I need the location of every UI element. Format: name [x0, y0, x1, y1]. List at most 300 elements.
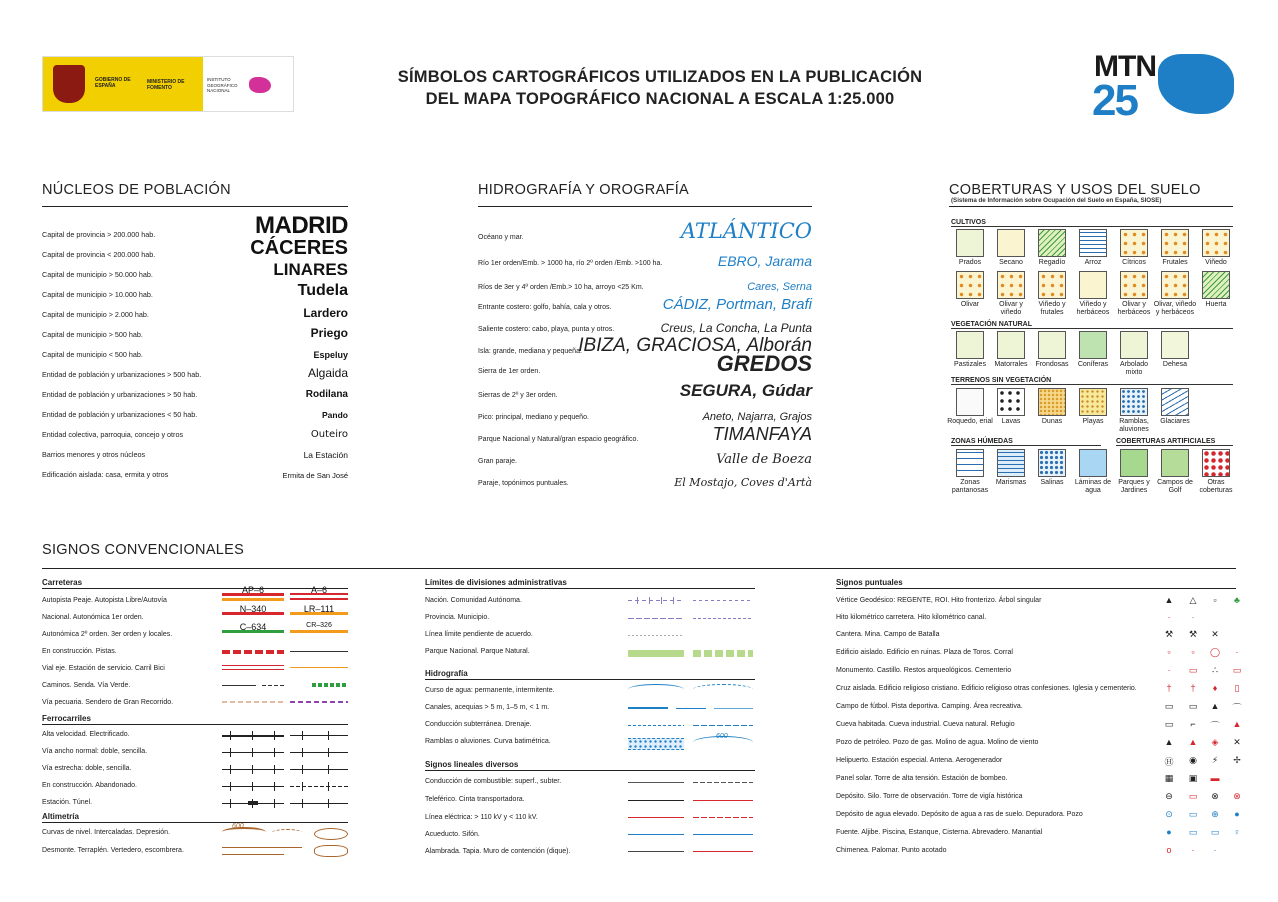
signos-group-rule	[425, 588, 755, 589]
land-cover-item	[1152, 331, 1198, 369]
poblacion-sample: Algaida	[307, 366, 348, 380]
nation-border-symbol	[628, 597, 684, 604]
section-rule	[478, 206, 812, 207]
land-cover-label: Arbolado mixto	[1119, 361, 1149, 376]
land-cover-label: Dehesa	[1162, 361, 1188, 368]
land-cover-item	[947, 388, 993, 426]
land-cover-swatch	[1120, 388, 1148, 416]
signos-row-label: Monumento. Castillo. Restos arqueológicos. Cementerio	[836, 667, 1012, 674]
land-cover-swatch	[1038, 388, 1066, 416]
section-rule	[42, 206, 348, 207]
point-symbol-icon: Ⓗ	[1164, 757, 1174, 767]
lc-sub-vegetacion: VEGETACIÓN NATURAL	[951, 321, 1233, 329]
land-cover-item	[988, 271, 1034, 316]
land-cover-item	[988, 449, 1034, 487]
land-cover-item	[1193, 229, 1239, 267]
point-symbol-icon: ▭	[1188, 827, 1198, 837]
signos-row-label: Autonómica 2º orden. 3er orden y locales.	[42, 631, 173, 638]
municipality-border-symbol	[693, 618, 753, 619]
motorway-free-symbol	[290, 598, 348, 600]
point-symbol-icon: ◈	[1211, 737, 1219, 747]
poblacion-sample: Outeiro	[310, 429, 348, 440]
road-code-label: A–6	[310, 585, 327, 595]
land-cover-label: Matorrales	[994, 361, 1028, 368]
point-symbol-icon: ·	[1167, 665, 1171, 675]
hidrografia-label: Sierra de 1er orden.	[478, 368, 541, 375]
point-symbol-icon: †	[1190, 683, 1196, 693]
point-symbol-icon: ▲	[1164, 595, 1174, 605]
signos-group-rule	[425, 770, 755, 771]
land-cover-item	[1152, 449, 1198, 494]
contour-label: 600	[232, 823, 244, 830]
rail-tick-symbol	[290, 748, 348, 757]
point-symbol-icon: △	[1189, 595, 1197, 605]
signos-row-label: Fuente. Aljibe. Piscina, Estanque, Cisterna. Abrevadero. Manantial	[836, 829, 1043, 836]
hidrografia-sample: Valle de Boeza	[716, 452, 812, 467]
poblacion-row	[42, 282, 348, 302]
motorway-toll-symbol	[222, 598, 284, 601]
pipeline-subter-symbol	[693, 782, 753, 783]
point-symbol-icon: ▭	[1210, 827, 1220, 837]
track-symbol	[290, 651, 348, 652]
trail-symbol	[262, 685, 284, 686]
hidrografia-label: Sierras de 2º y 3er orden.	[478, 392, 558, 399]
point-symbol-icon: ▯	[1234, 683, 1240, 693]
land-cover-swatch	[1079, 388, 1107, 416]
land-cover-label: Coníferas	[1077, 361, 1109, 368]
province-border-symbol	[628, 618, 684, 619]
drainage-symbol	[693, 725, 753, 726]
mtn-number: 25	[1092, 76, 1137, 125]
signos-row-label: Conducción subterránea. Drenaje.	[425, 721, 532, 728]
poblacion-sample: Lardero	[303, 306, 348, 320]
land-cover-label: Campos de Golf	[1157, 479, 1193, 494]
poblacion-row	[42, 422, 348, 442]
ign-text: INSTITUTO GEOGRÁFICO NACIONAL	[207, 77, 238, 93]
hidrografia-label: Río 1er orden/Emb. > 1000 ha, río 2º orden /Emb. >100 ha.	[478, 260, 663, 267]
poblacion-sample: MADRID	[255, 212, 348, 239]
regional3-road-symbol	[290, 630, 348, 633]
land-cover-item	[1070, 331, 1116, 369]
point-symbol-icon: ▭	[1188, 701, 1198, 711]
point-symbol-icon: ⌒	[1232, 703, 1242, 713]
hidrografia-label: Isla: grande, mediana y pequeña.	[478, 348, 582, 355]
land-cover-swatch	[1202, 449, 1230, 477]
path-symbol	[222, 685, 256, 686]
signos-group-title: Carreteras	[42, 578, 83, 587]
point-symbol-icon: ⌐	[1190, 719, 1196, 729]
signos-row-label: Cantera. Mina. Campo de Batalla	[836, 631, 940, 638]
signos-row-label: Canales, acequias > 5 m, 1–5 m, < 1 m.	[425, 704, 550, 711]
land-cover-label: Parques y Jardines	[1118, 479, 1150, 494]
land-cover-label: Láminas de agua	[1074, 479, 1112, 494]
poblacion-row	[42, 402, 348, 422]
land-cover-swatch	[1038, 331, 1066, 359]
signos-row-label: Nación. Comunidad Autónoma.	[425, 597, 522, 604]
land-cover-item	[1193, 271, 1239, 309]
land-cover-label: Otras coberturas	[1199, 479, 1233, 494]
poblacion-sample: Pando	[322, 410, 348, 420]
point-symbol-icon: ▫	[1191, 647, 1195, 657]
road-code-label: N–340	[239, 604, 267, 614]
signos-row-label: Estación. Túnel.	[42, 799, 93, 806]
land-cover-swatch	[997, 388, 1025, 416]
land-cover-item	[1029, 229, 1075, 267]
hidrografia-row	[478, 292, 812, 314]
land-cover-item	[1029, 388, 1075, 426]
land-cover-label: Marismas	[995, 479, 1027, 486]
underground-symbol	[628, 725, 684, 726]
land-cover-item	[988, 229, 1034, 267]
hidrografia-row	[478, 402, 812, 424]
land-cover-swatch	[1079, 271, 1107, 299]
hidrografia-sample: El Mostajo, Coves d'Artà	[674, 476, 812, 489]
land-cover-item	[1111, 331, 1157, 376]
land-cover-swatch	[1120, 449, 1148, 477]
coat-of-arms-icon	[53, 65, 85, 103]
signos-row-label: Helipuerto. Estación especial. Antena. Aerogenerador	[836, 757, 1003, 764]
lc-sub-humedas: ZONAS HÚMEDAS	[951, 438, 1101, 446]
signos-row-label: Línea límite pendiente de acuerdo.	[425, 631, 533, 638]
hidrografia-label: Pico: principal, mediano y pequeño.	[478, 414, 589, 421]
signos-group-rule	[42, 822, 348, 823]
poblacion-label: Capital de municipio < 500 hab.	[42, 350, 143, 359]
embankment-symbol	[270, 847, 302, 854]
land-cover-swatch	[1079, 331, 1107, 359]
land-cover-swatch	[1038, 271, 1066, 299]
point-symbol-icon: o	[1166, 845, 1172, 855]
section-title-hidrografia: HIDROGRAFÍA Y OROGRAFÍA	[478, 182, 690, 198]
poblacion-label: Entidad colectiva, parroquia, concejo y otros	[42, 430, 184, 439]
point-symbol-icon: ◉	[1189, 755, 1197, 765]
lc-sub-artificiales: COBERTURAS ARTIFICIALES	[1116, 438, 1233, 446]
contour-symbol	[222, 827, 266, 837]
rail-tick-symbol	[222, 782, 284, 791]
point-symbol-icon: ▭	[1164, 701, 1174, 711]
signos-row-label: Cueva habitada. Cueva industrial. Cueva natural. Refugio	[836, 721, 1015, 728]
point-symbol-icon: ▲	[1210, 701, 1220, 711]
land-cover-label: Zonas pantanosas	[951, 479, 989, 494]
land-cover-item	[1029, 331, 1075, 369]
pipeline-symbol	[628, 782, 684, 783]
land-cover-label: Olivar	[960, 301, 980, 308]
point-symbol-icon: ▭	[1232, 665, 1242, 675]
poblacion-row	[42, 302, 348, 322]
land-cover-label: Dunas	[1041, 418, 1063, 425]
signos-row-label: Autopista Peaje. Autopista Libre/Autovía	[42, 597, 167, 604]
hidrografia-row	[478, 380, 812, 402]
section-title-poblacion: NÚCLEOS DE POBLACIÓN	[42, 182, 231, 198]
point-symbol-icon: ▬	[1210, 773, 1220, 783]
signos-group-rule	[425, 679, 755, 680]
point-symbol-icon: ●	[1166, 827, 1172, 837]
gov-line2: MINISTERIO DE FOMENTO	[147, 79, 185, 91]
rail-tick-symbol	[290, 799, 348, 808]
rambla-symbol	[628, 738, 684, 750]
poblacion-sample: CÁCERES	[250, 237, 348, 259]
signos-row-label: Provincia. Municipio.	[425, 614, 490, 621]
land-cover-swatch	[956, 229, 984, 257]
signos-row-label: Línea eléctrica: > 110 kV y < 110 kV.	[425, 814, 538, 821]
construction-road-symbol	[222, 650, 284, 654]
section-rule	[949, 206, 1233, 207]
point-symbol-icon: ▣	[1188, 773, 1198, 783]
land-cover-swatch	[997, 331, 1025, 359]
point-symbol-icon: ▭	[1188, 665, 1198, 675]
land-cover-label: Salinas	[1040, 479, 1064, 486]
land-cover-item	[1152, 229, 1198, 267]
land-cover-label: Prados	[958, 259, 982, 266]
land-cover-item	[947, 331, 993, 369]
signos-group-title: Límites de divisiones administrativas	[425, 578, 567, 587]
wall-symbol	[693, 851, 753, 852]
bathymetric-label: 600	[716, 733, 728, 740]
point-symbol-icon: ∴	[1212, 665, 1218, 675]
hidrografia-sample: Cares, Serna	[747, 281, 812, 293]
land-cover-label: Pastizales	[954, 361, 986, 368]
point-symbol-icon: ·	[1167, 612, 1171, 622]
signos-group-title: Signos lineales diversos	[425, 760, 519, 769]
hidrografia-row	[478, 248, 812, 270]
poblacion-label: Barrios menores y otros núcleos	[42, 450, 146, 459]
ign-logo-block	[203, 57, 293, 111]
signos-row-label: Vía ancho normal: doble, sencilla.	[42, 748, 148, 755]
land-cover-item	[947, 449, 993, 494]
poblacion-row	[42, 362, 348, 382]
signos-group-rule	[836, 588, 1236, 589]
signos-row-label: Conducción de combustible: superf., subter.	[425, 778, 562, 785]
hidrografia-row	[478, 272, 812, 294]
point-symbol-icon: ▫	[1213, 595, 1217, 605]
land-cover-label: Frutales	[1162, 259, 1188, 266]
poblacion-sample: Espeluy	[313, 350, 348, 360]
land-cover-label: Viñedo y frutales	[1038, 301, 1066, 316]
land-cover-label: Regadío	[1038, 259, 1066, 266]
river-symbol	[628, 684, 684, 695]
land-cover-swatch	[997, 229, 1025, 257]
land-cover-swatch	[1202, 229, 1230, 257]
point-symbol-icon: ♦	[1212, 683, 1218, 693]
signos-group-rule	[42, 724, 348, 725]
hidrografia-label: Océano y mar.	[478, 234, 524, 241]
conveyor-symbol	[693, 800, 753, 801]
power-line-symbol	[693, 817, 753, 818]
poblacion-row	[42, 237, 348, 262]
land-cover-swatch	[1161, 388, 1189, 416]
point-symbol-icon: ◯	[1209, 647, 1221, 657]
ign-mark-icon	[249, 77, 271, 93]
poblacion-row	[42, 262, 348, 282]
road-code-label: LR–111	[303, 604, 335, 614]
land-cover-label: Viñedo	[1205, 259, 1227, 266]
poblacion-row	[42, 342, 348, 362]
poblacion-label: Capital de provincia < 200.000 hab.	[42, 250, 156, 259]
hidrografia-label: Gran paraje.	[478, 458, 517, 465]
land-cover-label: Ramblas, aluviones	[1119, 418, 1149, 433]
poblacion-sample: La Estación	[303, 450, 348, 460]
poblacion-sample: Rodilana	[305, 389, 348, 400]
land-cover-swatch	[1038, 229, 1066, 257]
land-cover-item	[1111, 271, 1157, 316]
land-cover-swatch	[1161, 271, 1189, 299]
land-cover-swatch	[997, 271, 1025, 299]
axis-symbol	[222, 669, 284, 670]
land-cover-label: Olivar y herbáceos	[1117, 301, 1151, 316]
rail-tick-symbol	[222, 765, 284, 774]
point-symbol-icon: ·	[1235, 647, 1239, 657]
land-cover-item	[1111, 449, 1157, 494]
section-title-coberturas: COBERTURAS Y USOS DEL SUELO	[949, 182, 1201, 198]
land-cover-item	[988, 331, 1034, 369]
fence-symbol	[628, 851, 684, 852]
signos-row-label: Cruz aislada. Edificio religioso cristiano. Edificio religioso otras confesiones. Iglesia y cementerio.	[836, 685, 1137, 692]
land-cover-label: Viñedo y herbáceos	[1076, 301, 1110, 316]
land-cover-item	[1070, 388, 1116, 426]
land-cover-item	[1070, 271, 1116, 316]
point-symbol-icon: ⊖	[1165, 791, 1173, 801]
signos-row-label: Caminos. Senda. Vía Verde.	[42, 682, 131, 689]
rail-tick-symbol	[290, 782, 348, 791]
siphon-symbol	[693, 834, 753, 835]
land-cover-label: Olivar, viñedo y herbáceos	[1153, 301, 1197, 316]
signos-row-label: Edificio aislado. Edificio en ruinas. Plaza de Toros. Corral	[836, 649, 1013, 656]
point-symbol-icon: ⚒	[1188, 629, 1198, 639]
land-cover-item	[1152, 388, 1198, 426]
gr-trail-symbol	[290, 701, 348, 703]
land-cover-label: Roquedo, erial	[947, 418, 993, 425]
poblacion-label: Capital de municipio > 50.000 hab.	[42, 270, 153, 279]
point-symbol-icon: †	[1166, 683, 1172, 693]
coberturas-subtitle: (Sistema de Información sobre Ocupación del Suelo en España, SIOSE)	[951, 197, 1162, 204]
signos-row-label: Alta velocidad. Electrificado.	[42, 731, 130, 738]
point-symbol-icon: ⚒	[1164, 629, 1174, 639]
cableway-symbol	[628, 800, 684, 801]
land-cover-swatch	[1161, 331, 1189, 359]
poblacion-sample: Priego	[310, 326, 348, 340]
signos-group-title: Signos puntuales	[836, 578, 903, 587]
canal-symbol	[628, 707, 668, 709]
point-symbol-icon: ⌒	[1210, 721, 1220, 731]
land-cover-label: Lavas	[1001, 418, 1021, 425]
signos-row-label: Chimenea. Palomar. Punto acotado	[836, 847, 947, 854]
signos-row-label: Parque Nacional. Parque Natural.	[425, 648, 530, 655]
point-symbol-icon: ✢	[1233, 755, 1241, 765]
rail-tick-symbol	[222, 731, 284, 740]
point-symbol-icon: ♣	[1234, 595, 1240, 605]
mtn-text: MTN	[1094, 50, 1156, 83]
signos-row-label: Vértice Geodésico: REGENTE, ROI. Hito fronterizo. Árbol singular	[836, 597, 1042, 604]
section-rule	[42, 568, 1236, 569]
hidrografia-label: Entrante costero: golfo, bahía, cala y otros.	[478, 304, 612, 311]
land-cover-label: Huerta	[1205, 301, 1227, 308]
poblacion-label: Capital de provincia > 200.000 hab.	[42, 230, 156, 239]
poblacion-label: Capital de municipio > 10.000 hab.	[42, 290, 153, 299]
hidrografia-sample: ATLÁNTICO	[680, 219, 812, 243]
poblacion-label: Capital de municipio > 2.000 hab.	[42, 310, 149, 319]
point-symbol-icon: ✕	[1211, 629, 1219, 639]
signos-row-label: Pozo de petróleo. Pozo de gas. Molino de agua. Molino de viento	[836, 739, 1039, 746]
hidrografia-row	[478, 219, 812, 244]
hidrografia-sample: Aneto, Najarra, Grajos	[702, 411, 812, 423]
point-symbol-icon: ✕	[1233, 737, 1241, 747]
page-title	[320, 66, 1000, 110]
land-cover-swatch	[1120, 271, 1148, 299]
poblacion-row	[42, 462, 348, 482]
hidrografia-sample: CÁDIZ, Portman, Brafi	[662, 296, 812, 313]
ca-border-symbol	[693, 600, 753, 601]
land-cover-swatch	[1079, 229, 1107, 257]
land-cover-item	[947, 229, 993, 267]
title-line1: SÍMBOLOS CARTOGRÁFICOS UTILIZADOS EN LA PUBLICACIÓN	[397, 68, 923, 86]
poblacion-row	[42, 322, 348, 342]
canal-symbol	[714, 708, 753, 709]
poblacion-label: Entidad de población y urbanizaciones > 500 hab.	[42, 370, 202, 379]
poblacion-label: Entidad de población y urbanizaciones > 50 hab.	[42, 390, 198, 399]
signos-row-label: Depósito de agua elevado. Depósito de agua a ras de suelo. Depuradora. Pozo	[836, 811, 1083, 818]
signos-row-label: Campo de fútbol. Pista deportiva. Camping. Área recreativa.	[836, 703, 1023, 710]
point-symbol-icon: ⊗	[1233, 791, 1241, 801]
land-cover-item	[1152, 271, 1198, 316]
lc-sub-cultivos: CULTIVOS	[951, 219, 1233, 227]
hidrografia-sample: IBIZA, GRACIOSA, Alborán	[578, 335, 812, 356]
poblacion-label: Edificación aislada: casa, ermita y otros	[42, 470, 169, 479]
land-cover-item	[947, 271, 993, 309]
land-cover-label: Glaciares	[1160, 418, 1190, 425]
gov-line1: GOBIERNO DE ESPAÑA	[95, 77, 131, 89]
land-cover-item	[1193, 449, 1239, 494]
point-symbol-icon: ·	[1191, 845, 1195, 855]
point-symbol-icon: ·	[1213, 845, 1217, 855]
land-cover-label: Playas	[1082, 418, 1104, 425]
mtn25-logo	[1092, 48, 1242, 124]
land-cover-swatch	[1202, 271, 1230, 299]
land-cover-label: Cítricos	[1122, 259, 1146, 266]
government-logo	[42, 56, 294, 112]
land-cover-item	[988, 388, 1034, 426]
title-line2: DEL MAPA TOPOGRÁFICO NACIONAL A ESCALA 1:25.000	[425, 90, 895, 108]
drove-road-symbol	[222, 701, 284, 703]
poblacion-sample: LINARES	[273, 260, 348, 279]
poblacion-label: Entidad de población y urbanizaciones < 50 hab.	[42, 410, 198, 419]
canal-symbol	[676, 708, 706, 709]
land-cover-label: Arroz	[1084, 259, 1102, 266]
signos-row-label: Ramblas o aluviones. Curva batimétrica.	[425, 738, 551, 745]
land-cover-swatch	[997, 449, 1025, 477]
hidrografia-label: Ríos de 3er y 4º orden /Emb.> 10 ha, arroyo <25 Km.	[478, 284, 644, 291]
signos-row-label: Curvas de nivel. Intercaladas. Depresión.	[42, 829, 171, 836]
dump-symbol	[314, 845, 348, 857]
poblacion-row	[42, 382, 348, 402]
signos-row-label: En construcción. Pistas.	[42, 648, 117, 655]
signos-row-label: Vía estrecha: doble, sencilla.	[42, 765, 132, 772]
hidrografia-label: Saliente costero: cabo, playa, punta y otros.	[478, 326, 615, 333]
axis-symbol	[222, 665, 284, 666]
land-cover-swatch	[956, 331, 984, 359]
signos-row-label: Teleférico. Cinta transportadora.	[425, 796, 525, 803]
pending-border-symbol	[628, 635, 684, 636]
signos-group-title: Ferrocarriles	[42, 714, 91, 723]
poblacion-sample: Ermita de San José	[282, 471, 348, 480]
national-park-symbol	[628, 650, 684, 657]
road-code-label: C–634	[239, 622, 267, 632]
point-symbol-icon: ·	[1191, 612, 1195, 622]
hidrografia-row	[478, 468, 812, 490]
hidrografia-sample: TIMANFAYA	[712, 424, 812, 444]
land-cover-swatch	[1120, 229, 1148, 257]
lc-sub-terrenos: TERRENOS SIN VEGETACIÓN	[951, 377, 1233, 385]
depression-symbol	[314, 828, 348, 840]
land-cover-item	[1070, 449, 1116, 494]
